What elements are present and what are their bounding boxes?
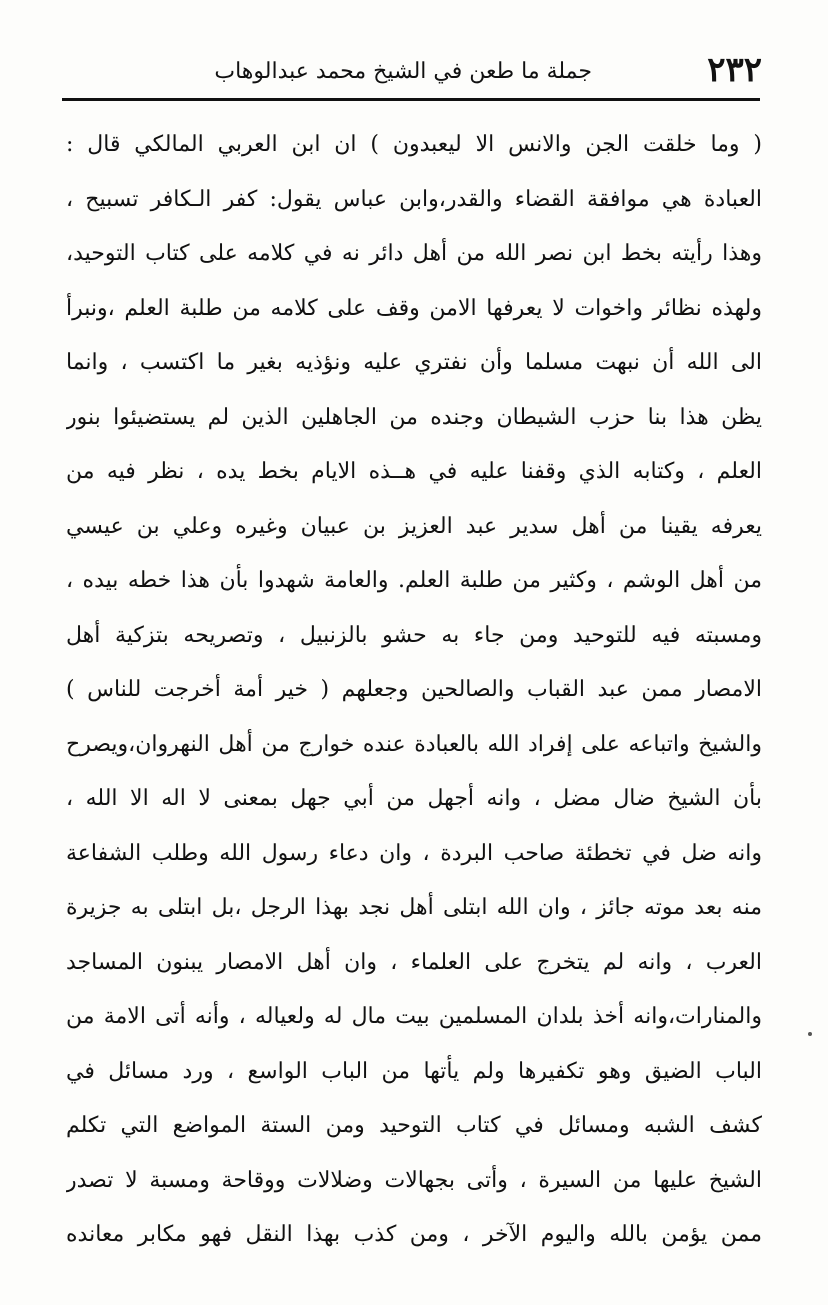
text-line: بأن الشيخ ضال مضل ، وانه أجهل من أبي جهل بمعنى لا اله الا الله ،: [66, 786, 762, 811]
text-line: يعرفه يقينا من أهل سدير عبد العزيز بن عبيان وغيره وعلي بن عيسي: [66, 513, 762, 539]
text-line: وانه ضل في تخطئة صاحب البردة ، وان دعاء رسول الله وطلب الشفاعة: [66, 840, 762, 866]
text-line: ومسبته فيه للتوحيد ومن جاء به حشو بالزنبيل ، وتصريحه بتزكية أهل: [66, 622, 762, 648]
running-title: جملة ما طعن في الشيخ محمد عبدالوهاب: [214, 59, 592, 84]
text-line: العرب ، وانه لم يتخرج على العلماء ، وان أهل الامصار يبنون المساجد: [66, 949, 762, 975]
header-rule: [62, 98, 760, 101]
text-line: منه بعد موته جائز ، وان الله ابتلى أهل نجد بهذا الرجل ،بل ابتلى به جزيرة: [66, 895, 762, 920]
text-line: الشيخ عليها من السيرة ، وأتى بجهالات وضلالات ووقاحة ومسبة لا تصدر: [66, 1167, 762, 1193]
text-line: ( وما خلقت الجن والانس الا ليعبدون ) ان ابن العربي المالكي قال :: [66, 132, 762, 157]
body-text: [66, 118, 762, 1263]
text-line: ولهذه نظائر واخوات لا يعرفها الامن وقف على كلامه من طلبة العلم ،ونبرأ: [66, 295, 762, 321]
page-number: ٢٣٢: [707, 50, 762, 90]
text-line: الى الله أن نبهت مسلما وأن نفتري عليه ونؤذيه بغير ما اكتسب ، وانما: [66, 350, 762, 375]
text-line: العلم ، وكتابه الذي وقفنا عليه في هــذه الايام بخط يده ، نظر فيه من: [66, 459, 762, 484]
text-line: والمنارات،وانه أخذ بلدان المسلمين بيت مال له ولعياله ، وأنه أتى الامة من: [66, 1004, 762, 1029]
text-line: يظن هذا بنا حزب الشيطان وجنده من الجاهلين الذين لم يستضيئوا بنور: [66, 404, 762, 430]
text-line: والشيخ واتباعه على إفراد الله بالعبادة عنده خوارج من أهل النهروان،ويصرح: [66, 731, 762, 757]
text-line: كشف الشبه ومسائل في كتاب التوحيد ومن الستة المواضع التي تكلم: [66, 1113, 762, 1138]
text-line: الباب الضيق وهو تكفيرها ولم يأتها من الباب الواسع ، ورد مسائل في: [66, 1058, 762, 1084]
text-line: العبادة هي موافقة القضاء والقدر،وابن عباس يقول: كفر الـكافر تسبيح ،: [66, 186, 762, 212]
page-header: [62, 48, 762, 100]
text-line: ممن يؤمن بالله واليوم الآخر ، ومن كذب بهذا النقل فهو مكابر معانده: [66, 1222, 762, 1247]
text-line: وهذا رأيته بخط ابن نصر الله من أهل دائر نه في كلامه على كتاب التوحيد،: [66, 241, 762, 266]
text-line: من أهل الوشم ، وكثير من طلبة العلم. والعامة شهدوا بأن هذا خطه بيده ،: [66, 568, 762, 593]
margin-mark: [808, 1032, 812, 1036]
text-line: الامصار ممن عبد القباب والصالحين وجعلهم ( خير أمة أخرجت للناس ): [66, 677, 762, 702]
